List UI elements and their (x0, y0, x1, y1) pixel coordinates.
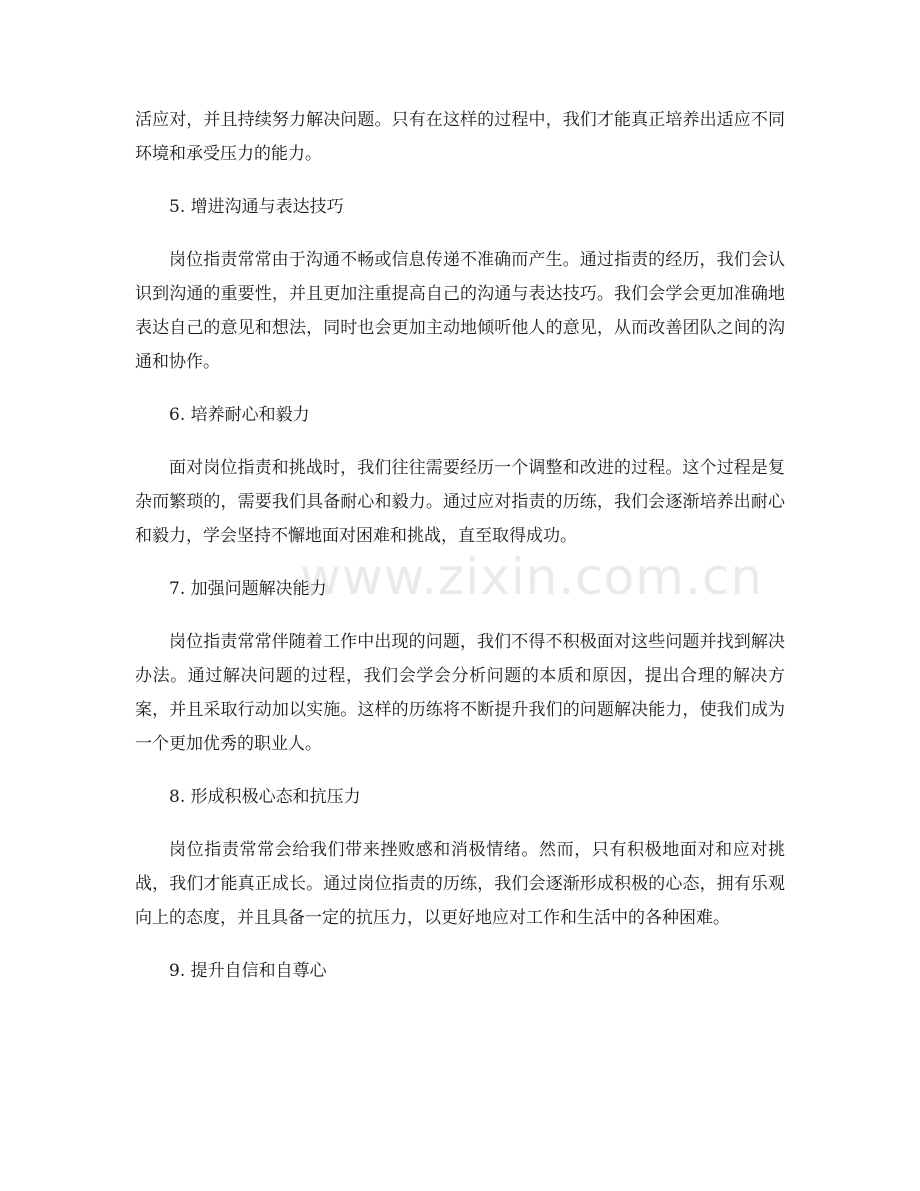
watermark-text: www.zixin.com.cn (300, 548, 764, 606)
section-heading-5: 5. 增进沟通与表达技巧 (169, 197, 344, 217)
section-heading-8: 8. 形成积极心态和抗压力 (169, 787, 361, 807)
document-body (135, 103, 785, 1007)
section-heading-9: 9. 提升自信和自尊心 (169, 961, 327, 981)
paragraph-continuation: 活应对，并且持续努力解决问题。只有在这样的过程中，我们才能真正培养出适应不同环境和承受压力的能力。 (135, 110, 785, 164)
section-heading-7: 7. 加强问题解决能力 (169, 579, 327, 599)
paragraph-section-5: 岗位指责常常由于沟通不畅或信息传递不准确而产生。通过指责的经历，我们会认识到沟通的重要性，并且更加注重提高自己的沟通与表达技巧。我们会学会更加准确地表达自己的意见和想法，同时也会更加主动地倾听他人的意见，从而改善团队之间的沟通和协作。 (135, 250, 785, 372)
paragraph-section-7: 岗位指责常常伴随着工作中出现的问题，我们不得不积极面对这些问题并找到解决办法。通过解决问题的过程，我们会学会分析问题的本质和原因，提出合理的解决方案，并且采取行动加以实施。这样的历练将不断提升我们的问题解决能力，使我们成为一个更加优秀的职业人。 (135, 632, 785, 754)
paragraph-section-8: 岗位指责常常会给我们带来挫败感和消极情绪。然而，只有积极地面对和应对挑战，我们才能真正成长。通过岗位指责的历练，我们会逐渐形成积极的心态，拥有乐观向上的态度，并且具备一定的抗压力，以更好地应对工作和生活中的各种困难。 (135, 840, 785, 928)
paragraph-section-6: 面对岗位指责和挑战时，我们往往需要经历一个调整和改进的过程。这个过程是复杂而繁琐的，需要我们具备耐心和毅力。通过应对指责的历练，我们会逐渐培养出耐心和毅力，学会坚持不懈地面对困难和挑战，直至取得成功。 (135, 458, 785, 546)
section-heading-6: 6. 培养耐心和毅力 (169, 405, 310, 425)
